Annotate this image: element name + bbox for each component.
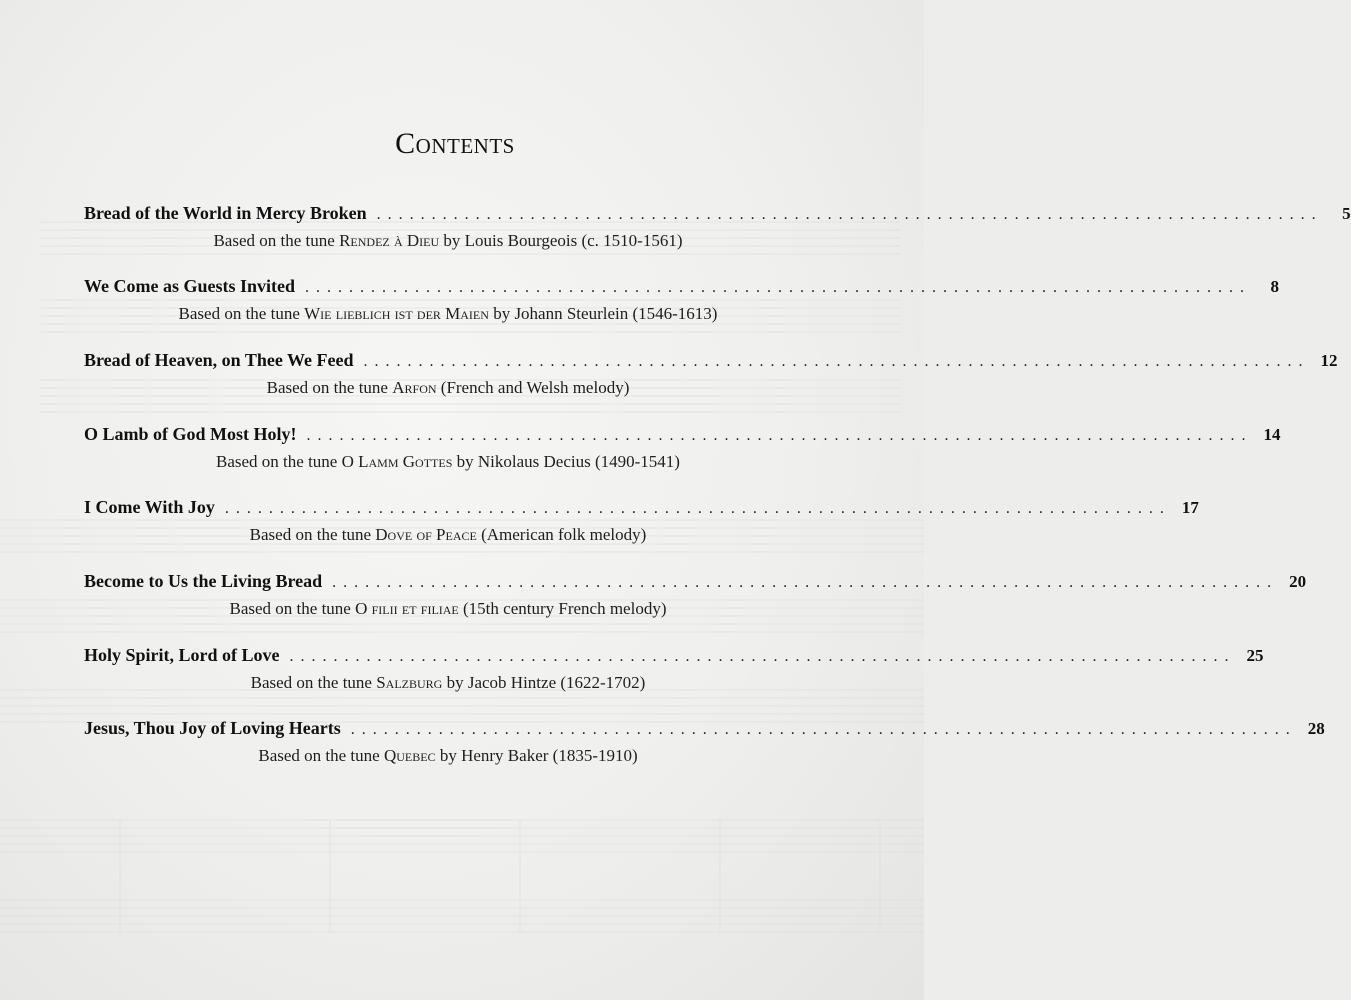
tune-name: Rendez à Dieu (339, 231, 440, 250)
entry-title: Bread of Heaven, on Thee We Feed (84, 350, 354, 370)
tune-name: O filii et filiae (355, 599, 459, 618)
entry-subtitle (74, 378, 822, 398)
entry-title: We Come as Guests Invited (84, 276, 295, 296)
toc-entry (84, 276, 1279, 324)
entry-subtitle (74, 599, 822, 619)
entry-subtitle (74, 525, 822, 545)
dot-leader: ...................................................................................... (350, 721, 1297, 738)
entry-page-number: 8 (1270, 277, 1279, 296)
subtitle-prefix: Based on the tune (258, 746, 384, 765)
subtitle-prefix: Based on the tune (250, 673, 377, 692)
entry-page-number: 14 (1263, 425, 1281, 444)
entry-title: Jesus, Thou Joy of Loving Hearts (84, 718, 341, 738)
subtitle-suffix: (French and Welsh melody) (436, 378, 630, 397)
entry-subtitle (74, 746, 822, 766)
tune-name: Dove of Peace (375, 525, 477, 544)
page-title: Contents (395, 127, 515, 160)
tune-name: Arfon (392, 378, 437, 397)
dot-leader: ...................................................................................... (305, 279, 1251, 296)
entry-page-number: 20 (1289, 572, 1307, 591)
toc-entry (84, 571, 1307, 619)
toc-entry (84, 718, 1325, 766)
dot-leader: ...................................................................................... (376, 206, 1323, 223)
subtitle-suffix: by Henry Baker (1835-1910) (435, 746, 638, 765)
subtitle-prefix: Based on the tune (213, 231, 340, 250)
toc-entry (84, 350, 1338, 398)
tune-name: Quebec (383, 746, 436, 765)
entry-page-number: 17 (1181, 498, 1199, 517)
entry-title: I Come With Joy (84, 497, 215, 517)
entry-subtitle (74, 304, 822, 324)
subtitle-prefix: Based on the tune (229, 599, 356, 618)
toc-entry (84, 424, 1281, 472)
subtitle-suffix: by Nikolaus Decius (1490-1541) (452, 452, 680, 471)
subtitle-suffix: (American folk melody) (476, 525, 647, 544)
toc-entry (84, 497, 1199, 545)
subtitle-prefix: Based on the tune (266, 378, 393, 397)
tune-name: Salzburg (376, 673, 443, 692)
entry-subtitle (74, 673, 822, 693)
toc-entry (84, 203, 1351, 251)
subtitle-prefix: Based on the tune (216, 452, 342, 471)
entry-title: Bread of the World in Mercy Broken (84, 203, 367, 223)
dot-leader: ...................................................................................... (332, 574, 1279, 591)
entry-title: Holy Spirit, Lord of Love (84, 645, 280, 665)
subtitle-prefix: Based on the tune (249, 525, 376, 544)
dot-leader: ...................................................................................... (363, 353, 1310, 370)
entry-page-number: 5 (1342, 204, 1351, 223)
dot-leader: ...................................................................................... (224, 500, 1171, 517)
subtitle-prefix: Based on the tune (178, 304, 305, 323)
entry-subtitle (74, 231, 822, 251)
entry-title: Become to Us the Living Bread (84, 571, 323, 591)
dot-leader: ...................................................................................... (289, 648, 1236, 665)
subtitle-suffix: by Johann Steurlein (1546-1613) (488, 304, 718, 323)
entry-title: O Lamb of God Most Holy! (84, 424, 297, 444)
subtitle-suffix: (15th century French melody) (458, 599, 667, 618)
tune-name: O Lamm Gottes (341, 452, 453, 471)
subtitle-suffix: by Jacob Hintze (1622-1702) (442, 673, 646, 692)
entry-page-number: 28 (1307, 719, 1325, 738)
entry-subtitle (74, 452, 822, 472)
tune-name: Wie lieblich ist der Maien (304, 304, 489, 323)
toc-entry (84, 645, 1264, 693)
dot-leader: ...................................................................................... (306, 427, 1253, 444)
subtitle-suffix: by Louis Bourgeois (c. 1510-1561) (439, 231, 683, 250)
entry-page-number: 12 (1320, 351, 1338, 370)
entry-page-number: 25 (1246, 646, 1264, 665)
